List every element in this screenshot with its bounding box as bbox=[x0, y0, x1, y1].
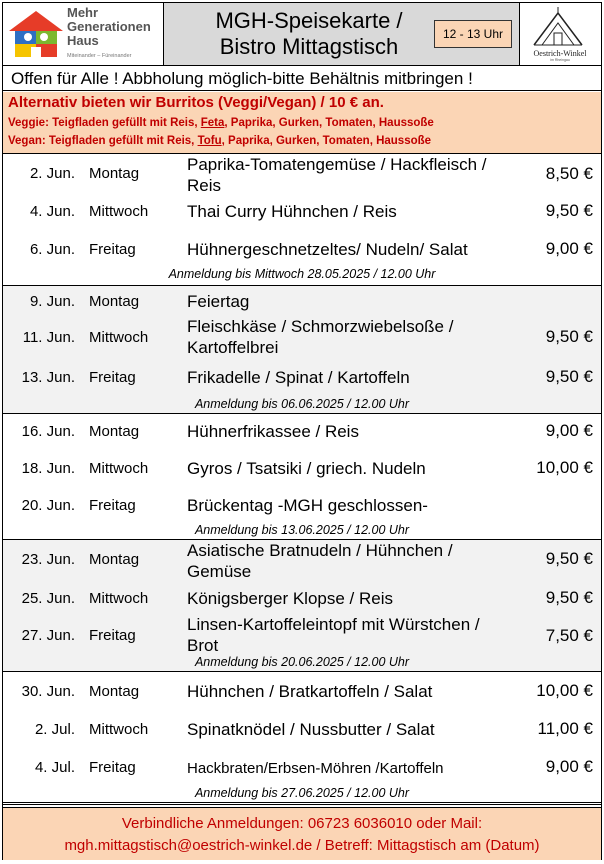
menu-row bbox=[3, 680, 601, 704]
row-price: 7,50 € bbox=[545, 626, 593, 645]
row-dish: Linsen-Kartoffeleintopf mit Würstchen / Brot bbox=[187, 615, 480, 655]
row-price: 8,50 € bbox=[545, 164, 593, 183]
menu-row bbox=[3, 366, 601, 390]
row-price: 10,00 € bbox=[536, 458, 593, 477]
row-date: 16. Jun. bbox=[21, 423, 75, 440]
row-price: 9,00 € bbox=[545, 239, 593, 258]
page-title-line2: Bistro Mittagstisch bbox=[219, 34, 399, 59]
town-logo-caption: Oestrich-Winkel bbox=[533, 49, 587, 58]
menu-row bbox=[3, 613, 601, 657]
menu-row bbox=[3, 238, 601, 262]
registration-deadline: Anmeldung bis 06.06.2025 / 12.00 Uhr bbox=[194, 397, 410, 411]
title-box bbox=[163, 3, 520, 65]
row-dish: Hühnchen / Bratkartoffeln / Salat bbox=[187, 682, 433, 701]
row-date: 13. Jun. bbox=[21, 369, 75, 386]
row-dish: Frikadelle / Spinat / Kartoffeln bbox=[187, 368, 410, 387]
row-day: Freitag bbox=[89, 627, 136, 644]
menu-row bbox=[3, 718, 601, 742]
row-price: 9,50 € bbox=[545, 549, 593, 568]
row-price: 9,50 € bbox=[545, 327, 593, 346]
row-date: 25. Jun. bbox=[21, 590, 75, 607]
row-day: Freitag bbox=[89, 369, 136, 386]
menu-row bbox=[3, 587, 601, 611]
menu-row bbox=[3, 420, 601, 444]
row-day: Freitag bbox=[89, 759, 136, 776]
row-price: 9,00 € bbox=[545, 757, 593, 776]
row-dish: Gyros / Tsatsiki / griech. Nudeln bbox=[187, 459, 426, 478]
row-dish: Hühnerfrikassee / Reis bbox=[187, 422, 359, 441]
menu-page bbox=[2, 2, 602, 860]
logo-tagline: Miteinander – Füreinander bbox=[67, 53, 132, 59]
open-notice: Offen für Alle ! Abbholung möglich-bitte Behältnis mitbringen ! bbox=[3, 66, 601, 91]
row-dish: Brückentag -MGH geschlossen- bbox=[187, 496, 428, 515]
registration-deadline: Anmeldung bis 27.06.2025 / 12.00 Uhr bbox=[194, 786, 410, 800]
row-day: Mittwoch bbox=[89, 460, 149, 477]
row-day: Mittwoch bbox=[89, 590, 149, 607]
vegan-line: Vegan: Teigfladen gefüllt mit Reis, Tofu, Paprika, Gurken, Tomaten, Haussoße bbox=[8, 135, 432, 147]
row-date: 30. Jun. bbox=[21, 683, 75, 700]
row-date: 4. Jul. bbox=[34, 759, 75, 776]
week-5 bbox=[3, 672, 601, 805]
row-day: Freitag bbox=[89, 241, 136, 258]
row-date: 23. Jun. bbox=[21, 551, 75, 568]
row-day: Mittwoch bbox=[89, 203, 149, 220]
town-logo-sub: im Rheingau bbox=[550, 58, 570, 62]
week-3 bbox=[3, 414, 601, 540]
row-day: Freitag bbox=[89, 497, 136, 514]
row-date: 2. Jun. bbox=[29, 165, 75, 182]
row-date: 2. Jul. bbox=[34, 721, 75, 738]
row-date: 4. Jun. bbox=[29, 203, 75, 220]
row-dish: Hackbraten/Erbsen-Möhren /Kartoffeln bbox=[187, 760, 444, 777]
row-date: 6. Jun. bbox=[29, 241, 75, 258]
town-logo-icon bbox=[520, 5, 600, 49]
oestrich-winkel-logo bbox=[520, 5, 600, 63]
row-price: 11,00 € bbox=[537, 719, 593, 738]
row-price: 9,50 € bbox=[545, 201, 593, 220]
footer-email-line: mgh.mittagstisch@oestrich-winkel.de / Betreff: Mittagstisch am (Datum) bbox=[64, 837, 540, 854]
week-1 bbox=[3, 154, 601, 286]
row-day: Montag bbox=[89, 293, 140, 310]
week-2 bbox=[3, 286, 601, 414]
row-price: 10,00 € bbox=[536, 681, 593, 700]
row-dish: Spinatknödel / Nussbutter / Salat bbox=[187, 720, 435, 739]
contact-footer bbox=[3, 807, 601, 860]
row-date: 27. Jun. bbox=[21, 627, 75, 644]
row-dish: Asiatische Bratnudeln / Hühnchen / Gemüse bbox=[187, 541, 453, 581]
row-date: 20. Jun. bbox=[21, 497, 75, 514]
alternative-box bbox=[3, 92, 601, 154]
registration-deadline: Anmeldung bis 13.06.2025 / 12.00 Uhr bbox=[194, 523, 410, 537]
time-badge: 12 - 13 Uhr bbox=[434, 20, 512, 48]
row-dish: Hühnergeschnetzeltes/ Nudeln/ Salat bbox=[187, 240, 468, 259]
menu-row bbox=[3, 290, 601, 314]
row-date: 11. Jun. bbox=[22, 329, 75, 346]
row-dish: Königsberger Klopse / Reis bbox=[187, 589, 394, 608]
row-dish: Fleischkäse / Schmorzwiebelsoße / Kartoffelbrei bbox=[187, 317, 454, 357]
row-dish: Thai Curry Hühnchen / Reis bbox=[187, 202, 397, 221]
row-price: 9,50 € bbox=[545, 588, 593, 607]
row-day: Montag bbox=[89, 683, 140, 700]
row-date: 18. Jun. bbox=[21, 460, 75, 477]
menu-row bbox=[3, 316, 601, 360]
menu-row bbox=[3, 457, 601, 481]
menu-row bbox=[3, 494, 601, 518]
menu-row bbox=[3, 540, 601, 582]
footer-phone-line: Verbindliche Anmeldungen: 06723 6036010 oder Mail: bbox=[121, 815, 483, 832]
row-price: 9,00 € bbox=[545, 421, 593, 440]
row-day: Montag bbox=[89, 551, 140, 568]
row-day: Mittwoch bbox=[89, 721, 149, 738]
row-dish: Feiertag bbox=[187, 292, 250, 311]
mgh-logo bbox=[7, 5, 163, 63]
alternative-headline: Alternativ bieten wir Burritos (Veggi/Vegan) / 10 € an. bbox=[8, 94, 384, 111]
row-day: Montag bbox=[89, 165, 140, 182]
week-4 bbox=[3, 540, 601, 672]
row-dish: Paprika-Tomatengemüse / Hackfleisch / Reis bbox=[187, 155, 487, 195]
row-day: Montag bbox=[89, 423, 140, 440]
menu-row bbox=[3, 200, 601, 224]
veggie-line: Veggie: Teigfladen gefüllt mit Reis, Feta, Paprika, Gurken, Tomaten, Haussoße bbox=[8, 117, 434, 129]
row-price: 9,50 € bbox=[545, 367, 593, 386]
row-day: Mittwoch bbox=[89, 329, 149, 346]
registration-deadline: Anmeldung bis 20.06.2025 / 12.00 Uhr bbox=[194, 655, 410, 669]
logo-text: Mehr Generationen Haus bbox=[67, 5, 151, 48]
menu-row bbox=[3, 154, 601, 194]
header bbox=[3, 3, 601, 66]
registration-deadline: Anmeldung bis Mittwoch 28.05.2025 / 12.00 Uhr bbox=[168, 267, 436, 281]
menu-row bbox=[3, 756, 601, 780]
house-logo-icon bbox=[7, 9, 65, 61]
row-date: 9. Jun. bbox=[29, 293, 75, 310]
page-title-line1: MGH-Speisekarte / bbox=[215, 8, 403, 33]
